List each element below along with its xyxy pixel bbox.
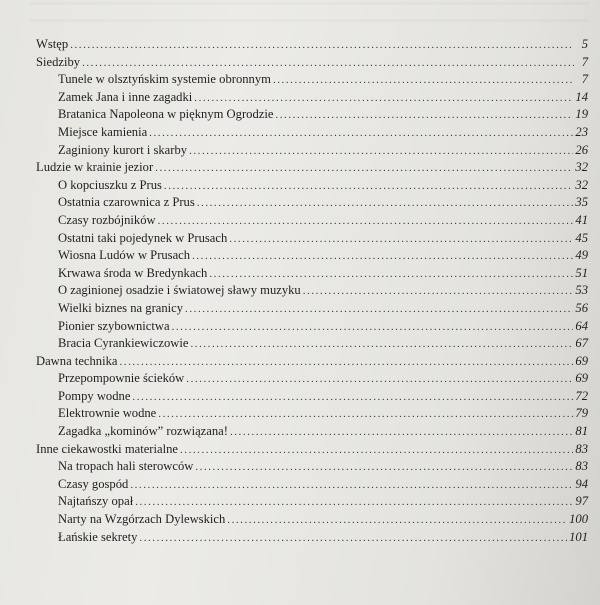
toc-page-number: 23 xyxy=(575,124,588,139)
toc-subentry xyxy=(36,493,588,511)
dot-leader xyxy=(155,160,573,178)
dot-leader xyxy=(158,406,573,424)
table-of-contents xyxy=(36,36,588,546)
toc-entry-title: O zaginionej osadzie i światowej sławy muzyku xyxy=(58,283,301,298)
toc-subentry xyxy=(36,106,588,124)
toc-entry-title: Pionier szybownictwa xyxy=(58,318,170,333)
toc-entry-title: Wiosna Ludów w Prusach xyxy=(58,248,191,263)
toc-entry-title: Tunele w olsztyńskim systemie obronnym xyxy=(58,72,271,87)
toc-entry-title: O kopciuszku z Prus xyxy=(58,177,162,192)
dot-leader xyxy=(227,512,567,530)
toc-entry-title: Bratanica Napoleona w pięknym Ogrodzie xyxy=(58,107,274,122)
toc-page-number: 69 xyxy=(575,371,588,386)
toc-entry-title: Elektrownie wodne xyxy=(58,406,157,421)
dot-leader xyxy=(139,530,567,548)
dot-leader xyxy=(275,107,573,125)
toc-entry-title: Zamek Jana i inne zagadki xyxy=(58,89,193,104)
toc-entry-title: Wielki biznes na granicy xyxy=(58,300,184,315)
toc-entry-title: Ostatnia czarownica z Prus xyxy=(58,195,195,210)
show-through-text xyxy=(30,2,590,28)
toc-subentry xyxy=(36,370,588,388)
dot-leader xyxy=(70,37,574,55)
toc-entry-title: Ludzie w krainie jezior xyxy=(36,160,154,175)
toc-page-number: 7 xyxy=(581,72,588,87)
toc-page-number: 72 xyxy=(575,388,588,403)
toc-subentry xyxy=(36,458,588,476)
dot-leader xyxy=(180,442,573,460)
toc-entry-title: Czasy gospód xyxy=(58,476,129,491)
dot-leader xyxy=(132,389,573,407)
toc-entry-title: Wstęp xyxy=(36,37,69,51)
toc-entry-title: Ostatni taki pojedynek w Prusach xyxy=(58,230,228,245)
toc-entry-title: Bracia Cyrankiewiczowie xyxy=(58,336,189,351)
toc-subentry xyxy=(36,282,588,300)
toc-subentry xyxy=(36,511,588,529)
toc-section xyxy=(36,36,588,54)
toc-entry-title: Najtańszy opał xyxy=(58,494,134,509)
toc-page-number: 83 xyxy=(575,459,588,474)
dot-leader xyxy=(197,195,574,213)
toc-page-number: 101 xyxy=(569,529,588,544)
toc-entry-title: Narty na Wzgórzach Dylewskich xyxy=(58,512,226,527)
toc-subentry xyxy=(36,230,588,248)
toc-subentry xyxy=(36,335,588,353)
toc-page-number: 69 xyxy=(575,353,588,368)
toc-subentry xyxy=(36,71,588,89)
toc-page-number: 51 xyxy=(575,265,588,280)
toc-subentry xyxy=(36,212,588,230)
toc-entry-title: Zaginiony kurort i skarby xyxy=(58,142,188,157)
dot-leader xyxy=(164,178,574,196)
toc-page-number: 67 xyxy=(575,336,588,351)
toc-subentry xyxy=(36,423,588,441)
toc-page-number: 5 xyxy=(581,37,588,51)
toc-section xyxy=(36,54,588,72)
toc-entry-title: Siedziby xyxy=(36,54,81,69)
dot-leader xyxy=(273,72,574,90)
dot-leader xyxy=(158,213,574,231)
dot-leader xyxy=(194,90,573,108)
toc-page-number: 53 xyxy=(575,283,588,298)
toc-entry-title: Miejsce kamienia xyxy=(58,124,148,139)
toc-subentry xyxy=(36,388,588,406)
dot-leader xyxy=(303,283,574,301)
toc-subentry xyxy=(36,405,588,423)
toc-entry-title: Zagadka „kominów” rozwiązana! xyxy=(58,424,228,439)
toc-subentry xyxy=(36,124,588,142)
dot-leader xyxy=(185,301,573,319)
toc-section xyxy=(36,353,588,371)
dot-leader xyxy=(172,319,574,337)
dot-leader xyxy=(190,336,573,354)
toc-page-number: 64 xyxy=(575,318,588,333)
dot-leader xyxy=(130,477,573,495)
toc-page-number: 35 xyxy=(575,195,588,210)
toc-entry-title: Krwawa środa w Bredynkach xyxy=(58,265,208,280)
toc-subentry xyxy=(36,300,588,318)
toc-subentry xyxy=(36,142,588,160)
toc-page-number: 81 xyxy=(575,424,588,439)
toc-entry-title: Inne ciekawostki materialne xyxy=(36,441,178,456)
dot-leader xyxy=(135,494,573,512)
toc-entry-title: Pompy wodne xyxy=(58,388,131,403)
toc-page-number: 32 xyxy=(575,160,588,175)
dot-leader xyxy=(230,424,573,442)
dot-leader xyxy=(82,55,574,73)
toc-page-number: 79 xyxy=(575,406,588,421)
toc-page-number: 83 xyxy=(575,441,588,456)
dot-leader xyxy=(119,354,573,372)
dot-leader xyxy=(192,248,573,266)
toc-subentry xyxy=(36,89,588,107)
toc-page-number: 41 xyxy=(575,212,588,227)
dot-leader xyxy=(209,266,573,284)
dot-leader xyxy=(195,459,573,477)
toc-page-number: 32 xyxy=(575,177,588,192)
toc-page-number: 94 xyxy=(575,476,588,491)
toc-page-number: 7 xyxy=(581,54,588,69)
toc-entry-title: Łańskie sekrety xyxy=(58,529,138,544)
toc-page-number: 97 xyxy=(575,494,588,509)
toc-page-number: 56 xyxy=(575,300,588,315)
dot-leader xyxy=(186,371,573,389)
dot-leader xyxy=(229,231,573,249)
toc-subentry xyxy=(36,529,588,547)
toc-subentry xyxy=(36,318,588,336)
toc-page-number: 45 xyxy=(575,230,588,245)
dot-leader xyxy=(149,125,573,143)
toc-page-number: 100 xyxy=(569,512,588,527)
toc-subentry xyxy=(36,265,588,283)
toc-section xyxy=(36,441,588,459)
toc-page-number: 19 xyxy=(575,107,588,122)
toc-entry-title: Dawna technika xyxy=(36,353,118,368)
toc-subentry xyxy=(36,476,588,494)
toc-section xyxy=(36,159,588,177)
toc-subentry xyxy=(36,194,588,212)
toc-page-number: 49 xyxy=(575,248,588,263)
toc-entry-title: Przepompownie ścieków xyxy=(58,371,185,386)
toc-page-number: 14 xyxy=(575,89,588,104)
dot-leader xyxy=(189,143,573,161)
toc-entry-title: Czasy rozbójników xyxy=(58,212,156,227)
toc-subentry xyxy=(36,247,588,265)
toc-page-number: 26 xyxy=(575,142,588,157)
toc-subentry xyxy=(36,177,588,195)
toc-entry-title: Na tropach hali sterowców xyxy=(58,459,194,474)
